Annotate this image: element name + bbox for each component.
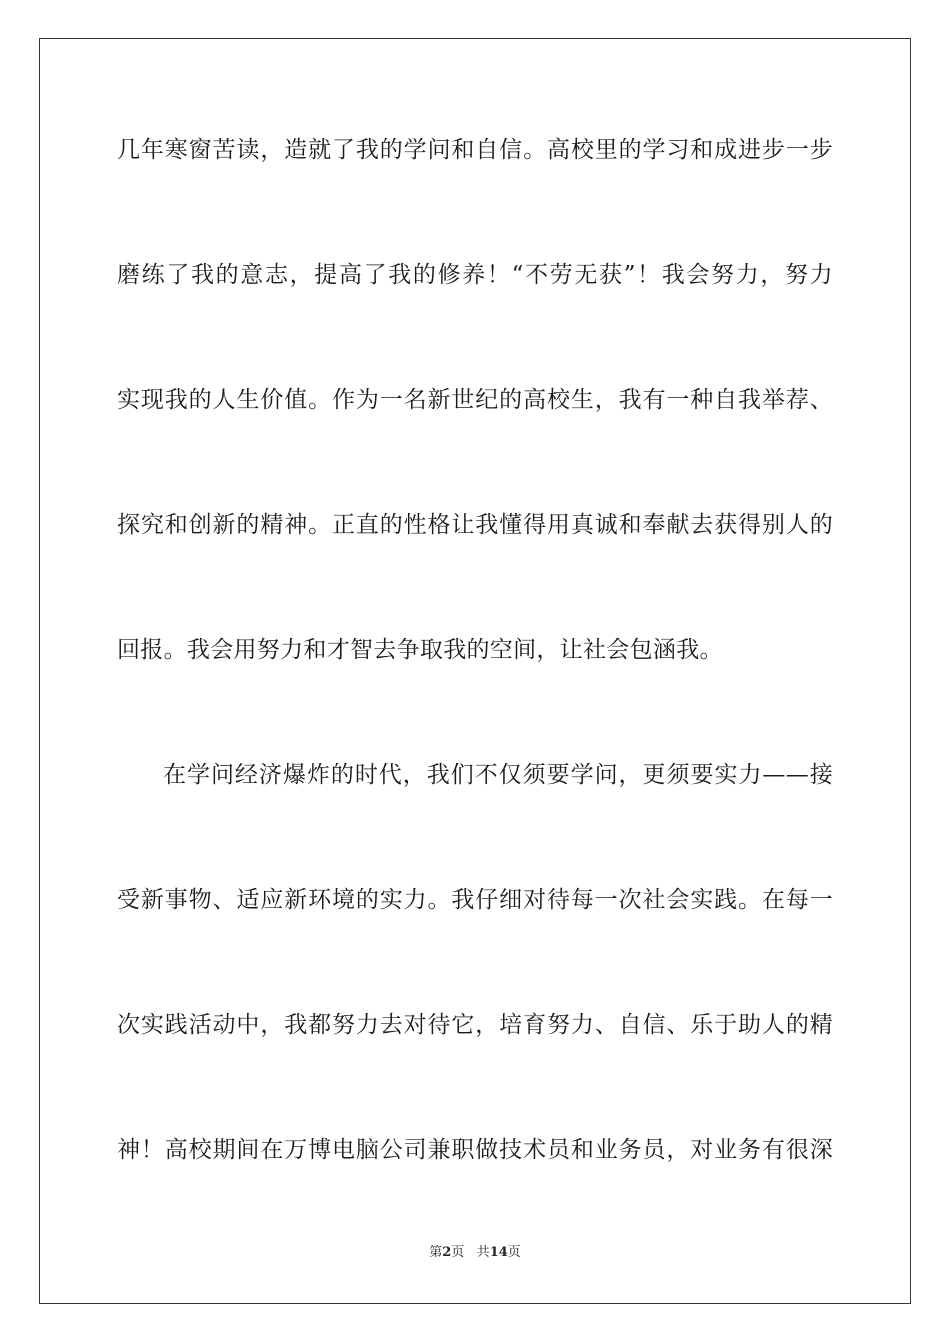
footer-page-suffix: 页 [451,1245,465,1260]
paragraph-2-line-2: 受新事物、适应新环境的实力。我仔细对待每一次社会实践。在每一 [117,887,833,913]
page-border [39,38,911,1304]
paragraph-1-line-3: 实现我的人生价值。作为一名新世纪的高校生，我有一种自我举荐、 [117,387,833,413]
paragraph-1-line-5: 回报。我会用努力和才智去争取我的空间，让社会包涵我。 [117,637,723,663]
paragraph-2-line-4: 神！高校期间在万博电脑公司兼职做技术员和业务员，对业务有很深 [117,1137,833,1163]
footer-page-prefix: 第 [429,1245,443,1260]
footer-total-suffix: 页 [507,1245,521,1260]
page-footer [0,1244,950,1262]
paragraph-1-line-2: 磨练了我的意志，提高了我的修养！“不劳无获”！我会努力，努力 [117,262,833,288]
paragraph-1-line-1: 几年寒窗苦读，造就了我的学问和自信。高校里的学习和成进步一步 [117,137,833,163]
paragraph-2-line-1: 在学问经济爆炸的时代，我们不仅须要学问，更须要实力——接 [163,762,833,788]
footer-total-prefix: 共 [476,1245,490,1260]
paragraph-1-line-4: 探究和创新的精神。正直的性格让我懂得用真诚和奉献去获得别人的 [117,512,833,538]
footer-page-total: 14 [489,1245,508,1260]
paragraph-2-line-3: 次实践活动中，我都努力去对待它，培育努力、自信、乐于助人的精 [117,1012,833,1038]
footer-page-current: 2 [442,1245,452,1260]
